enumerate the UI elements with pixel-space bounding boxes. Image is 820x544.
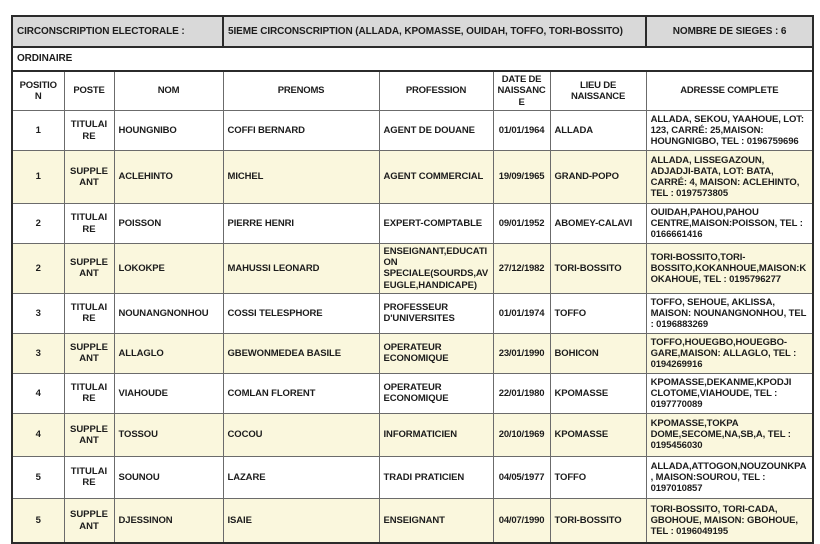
date-naissance-cell: 09/01/1952	[493, 204, 550, 244]
profession-cell: TRADI PRATICIEN	[379, 456, 493, 498]
candidate-row	[12, 373, 813, 413]
adresse-cell: KPOMASSE,DEKANME,KPODJI CLOTOME,VIAHOUDE, TEL : 0197770089	[646, 373, 813, 413]
profession-cell: ENSEIGNANT	[379, 498, 493, 543]
nom-cell: NOUNANGNONHOU	[114, 293, 223, 333]
candidate-row	[12, 204, 813, 244]
poste-cell: SUPPLEANT	[64, 151, 114, 204]
nom-cell: VIAHOUDE	[114, 373, 223, 413]
date-naissance-cell: 27/12/1982	[493, 244, 550, 294]
nom-cell: POISSON	[114, 204, 223, 244]
date-naissance-cell: 01/01/1964	[493, 111, 550, 151]
col-header-position: POSITION	[12, 71, 64, 111]
date-naissance-cell: 04/07/1990	[493, 498, 550, 543]
column-header-row	[12, 71, 813, 111]
lieu-naissance-cell: GRAND-POPO	[550, 151, 646, 204]
nom-cell: HOUNGNIBO	[114, 111, 223, 151]
lieu-naissance-cell: KPOMASSE	[550, 373, 646, 413]
adresse-cell: ALLADA,ATTOGON,NOUZOUNKPA, MAISON:SOUROU, TEL : 0197010857	[646, 456, 813, 498]
poste-cell: TITULAIRE	[64, 204, 114, 244]
electoral-list-document	[11, 15, 814, 544]
poste-cell: SUPPLEANT	[64, 244, 114, 294]
circonscription-label: CIRCONSCRIPTION ELECTORALE :	[12, 16, 223, 47]
col-header-profession: PROFESSION	[379, 71, 493, 111]
position-cell: 1	[12, 111, 64, 151]
position-cell: 3	[12, 293, 64, 333]
nom-cell: ALLAGLO	[114, 333, 223, 373]
poste-cell: SUPPLEANT	[64, 498, 114, 543]
col-header-prenoms: PRENOMS	[223, 71, 379, 111]
prenoms-cell: PIERRE HENRI	[223, 204, 379, 244]
profession-cell: EXPERT-COMPTABLE	[379, 204, 493, 244]
col-header-lieu-naissance: LIEU DE NAISSANCE	[550, 71, 646, 111]
poste-cell: SUPPLEANT	[64, 333, 114, 373]
banner-row	[12, 16, 813, 47]
candidate-row	[12, 333, 813, 373]
poste-cell: TITULAIRE	[64, 373, 114, 413]
lieu-naissance-cell: BOHICON	[550, 333, 646, 373]
adresse-cell: TOFFO, SEHOUE, AKLISSA, MAISON: NOUNANGNONHOU, TEL : 0196883269	[646, 293, 813, 333]
candidate-row	[12, 244, 813, 294]
prenoms-cell: GBEWONMEDEA BASILE	[223, 333, 379, 373]
col-header-date-naissance: DATE DE NAISSANCE	[493, 71, 550, 111]
date-naissance-cell: 20/10/1969	[493, 413, 550, 456]
position-cell: 2	[12, 204, 64, 244]
candidates-table	[11, 15, 814, 544]
profession-cell: OPERATEUR ECONOMIQUE	[379, 373, 493, 413]
lieu-naissance-cell: ALLADA	[550, 111, 646, 151]
prenoms-cell: COMLAN FLORENT	[223, 373, 379, 413]
candidate-row	[12, 293, 813, 333]
poste-cell: TITULAIRE	[64, 456, 114, 498]
col-header-poste: POSTE	[64, 71, 114, 111]
lieu-naissance-cell: ABOMEY-CALAVI	[550, 204, 646, 244]
poste-cell: TITULAIRE	[64, 293, 114, 333]
nom-cell: SOUNOU	[114, 456, 223, 498]
lieu-naissance-cell: TOFFO	[550, 293, 646, 333]
date-naissance-cell: 22/01/1980	[493, 373, 550, 413]
adresse-cell: KPOMASSE,TOKPA DOME,SECOME,NA,SB,A, TEL : 0195456030	[646, 413, 813, 456]
candidate-row	[12, 498, 813, 543]
seats-count-label: NOMBRE DE SIEGES : 6	[646, 16, 813, 47]
profession-cell: OPERATEUR ECONOMIQUE	[379, 333, 493, 373]
lieu-naissance-cell: TORI-BOSSITO	[550, 498, 646, 543]
position-cell: 5	[12, 456, 64, 498]
adresse-cell: OUIDAH,PAHOU,PAHOU CENTRE,MAISON:POISSON, TEL : 0166661416	[646, 204, 813, 244]
position-cell: 2	[12, 244, 64, 294]
col-header-nom: NOM	[114, 71, 223, 111]
date-naissance-cell: 23/01/1990	[493, 333, 550, 373]
date-naissance-cell: 19/09/1965	[493, 151, 550, 204]
prenoms-cell: MICHEL	[223, 151, 379, 204]
candidate-row	[12, 151, 813, 204]
position-cell: 4	[12, 373, 64, 413]
position-cell: 4	[12, 413, 64, 456]
prenoms-cell: MAHUSSI LEONARD	[223, 244, 379, 294]
profession-cell: AGENT DE DOUANE	[379, 111, 493, 151]
position-cell: 1	[12, 151, 64, 204]
nom-cell: DJESSINON	[114, 498, 223, 543]
candidate-row	[12, 413, 813, 456]
date-naissance-cell: 01/01/1974	[493, 293, 550, 333]
poste-cell: SUPPLEANT	[64, 413, 114, 456]
col-header-adresse: ADRESSE COMPLETE	[646, 71, 813, 111]
prenoms-cell: LAZARE	[223, 456, 379, 498]
adresse-cell: TORI-BOSSITO,TORI-BOSSITO,KOKANHOUE,MAISON:KOKAHOUE, TEL : 0195796277	[646, 244, 813, 294]
position-cell: 5	[12, 498, 64, 543]
list-type-label: ORDINAIRE	[12, 47, 813, 71]
candidate-row	[12, 111, 813, 151]
prenoms-cell: COCOU	[223, 413, 379, 456]
adresse-cell: TOFFO,HOUEGBO,HOUEGBO-GARE,MAISON: ALLAGLO, TEL : 0194269916	[646, 333, 813, 373]
prenoms-cell: COFFI BERNARD	[223, 111, 379, 151]
date-naissance-cell: 04/05/1977	[493, 456, 550, 498]
adresse-cell: ALLADA, SEKOU, YAAHOUE, LOT: 123, CARRÉ: 25,MAISON: HOUNGNIGBO, TEL : 0196759696	[646, 111, 813, 151]
circonscription-value: 5IEME CIRCONSCRIPTION (ALLADA, KPOMASSE, OUIDAH, TOFFO, TORI-BOSSITO)	[223, 16, 646, 47]
prenoms-cell: ISAIE	[223, 498, 379, 543]
adresse-cell: ALLADA, LISSEGAZOUN, ADJADJI-BATA, LOT: BATA, CARRÉ: 4, MAISON: ACLEHINTO, TEL : 0197573805	[646, 151, 813, 204]
nom-cell: TOSSOU	[114, 413, 223, 456]
prenoms-cell: COSSI TELESPHORE	[223, 293, 379, 333]
adresse-cell: TORI-BOSSITO, TORI-CADA, GBOHOUE, MAISON: GBOHOUE, TEL : 0196049195	[646, 498, 813, 543]
lieu-naissance-cell: KPOMASSE	[550, 413, 646, 456]
lieu-naissance-cell: TOFFO	[550, 456, 646, 498]
lieu-naissance-cell: TORI-BOSSITO	[550, 244, 646, 294]
profession-cell: INFORMATICIEN	[379, 413, 493, 456]
profession-cell: ENSEIGNANT,EDUCATION SPECIALE(SOURDS,AVEUGLE,HANDICAPE)	[379, 244, 493, 294]
list-type-row	[12, 47, 813, 71]
profession-cell: PROFESSEUR D'UNIVERSITES	[379, 293, 493, 333]
nom-cell: LOKOKPE	[114, 244, 223, 294]
nom-cell: ACLEHINTO	[114, 151, 223, 204]
poste-cell: TITULAIRE	[64, 111, 114, 151]
candidate-row	[12, 456, 813, 498]
position-cell: 3	[12, 333, 64, 373]
profession-cell: AGENT COMMERCIAL	[379, 151, 493, 204]
